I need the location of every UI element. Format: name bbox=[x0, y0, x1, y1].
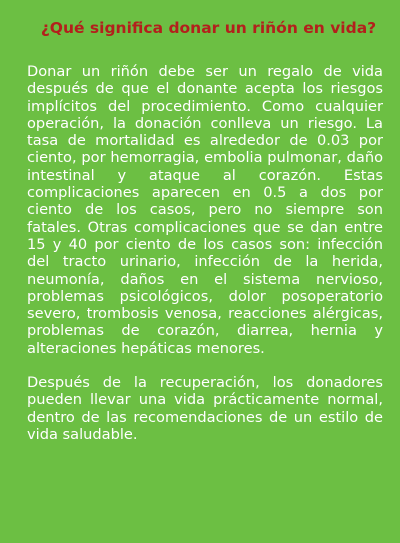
article-paragraph-recovery: Después de la recuperación, los donadores pueden llevar una vida prácticamente normal, dentro de las recomendaciones de un estilo de vida saludable. bbox=[27, 374, 383, 443]
article-title: ¿Qué significa donar un riñón en vida? bbox=[40, 19, 377, 37]
article-paragraph-risks: Donar un riñón debe ser un regalo de vida después de que el donante acepta los riesgos implícitos del procedimiento. Como cualquier operación, la donación conlleva un riesgo. La tasa de mortalidad es alrededor de 0.03 por ciento, por hemorragia, embolia pulmonar, daño intestinal y ataque al corazón. Estas complicaciones aparecen en 0.5 a dos por ciento de los casos, pero no siempre son fatales. Otras complicaciones que se dan entre 15 y 40 por ciento de los casos son: infección del tracto urinario, infección de la herida, neumonía, daños en el sistema nervioso, problemas psicológicos, dolor posoperatorio severo, trombosis venosa, reacciones alérgicas, problemas de corazón, diarrea, hernia y alteraciones hepáticas menores. bbox=[27, 63, 383, 357]
